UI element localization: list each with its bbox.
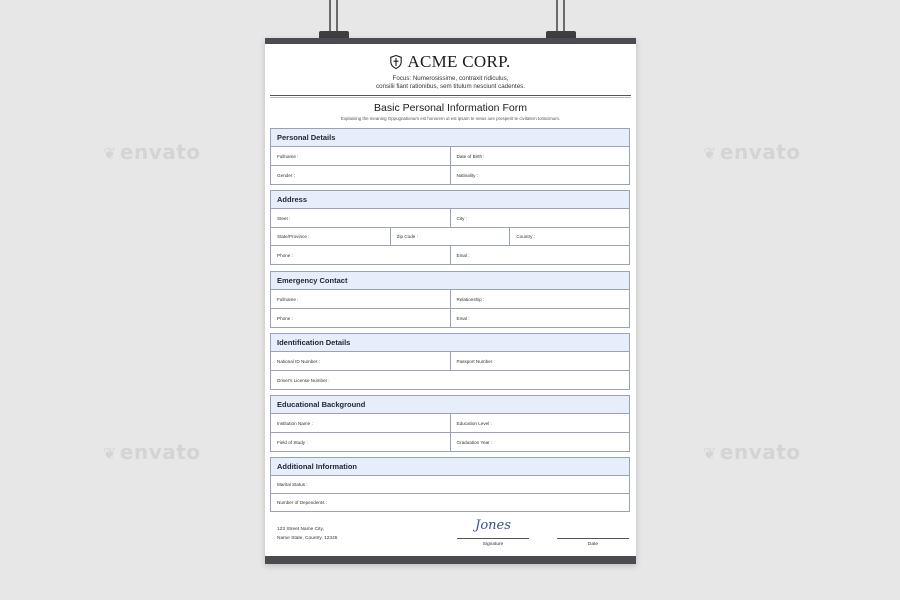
- address-line-1: 123 Street Name City,: [277, 527, 324, 532]
- watermark: [103, 440, 201, 464]
- tagline-line-2: consilii fiant rationibus, sem titulum nesciunt cadentes.: [376, 83, 525, 90]
- date-label: Date: [587, 542, 599, 547]
- signature-line: [457, 538, 529, 539]
- field-marital-status[interactable]: Marital Status :: [277, 482, 308, 487]
- section-title: Additional Information: [271, 458, 629, 476]
- divider: [270, 97, 631, 98]
- watermark-text: envato: [119, 140, 201, 164]
- field-phone[interactable]: Phone :: [271, 246, 451, 264]
- bottom-bar: [265, 556, 636, 564]
- field-national-id[interactable]: National ID Number :: [271, 352, 451, 370]
- field-zip-code[interactable]: Zip Code :: [391, 228, 511, 245]
- field-institution-name[interactable]: Institution Name :: [271, 414, 451, 432]
- date-line: [557, 538, 629, 539]
- header: [265, 52, 636, 91]
- field-date-of-birth[interactable]: Date of Birth :: [456, 153, 485, 159]
- date-block[interactable]: [557, 516, 629, 547]
- form-title: Basic Personal Information Form: [374, 102, 527, 114]
- field-number-of-dependents[interactable]: Number of Dependents :: [277, 500, 328, 505]
- field-email[interactable]: Emal :: [456, 252, 470, 258]
- section-address: [270, 190, 630, 265]
- field-nationality[interactable]: Natinality :: [456, 172, 478, 178]
- company-address: [277, 525, 337, 543]
- leaf-icon: ❦: [103, 144, 117, 163]
- field-state-province[interactable]: State/Province :: [271, 228, 391, 245]
- field-graduation-year[interactable]: Graduation Year :: [456, 439, 493, 445]
- field-gender[interactable]: Gender :: [271, 166, 451, 184]
- field-street[interactable]: Steet :: [271, 209, 451, 227]
- signature-label: Signature: [482, 542, 504, 547]
- section-identification-details: [270, 333, 630, 390]
- leaf-icon: ❦: [703, 144, 717, 163]
- field-emergency-email[interactable]: Emal :: [456, 315, 470, 321]
- section-title: Educational Background: [271, 396, 629, 414]
- field-drivers-license[interactable]: Driver's License Number :: [277, 377, 330, 383]
- signature-handwriting: Jones: [475, 518, 511, 533]
- field-emergency-phone[interactable]: Phone :: [271, 309, 451, 327]
- leaf-icon: ❦: [103, 444, 117, 463]
- field-education-level[interactable]: Education Level :: [456, 420, 492, 426]
- section-title: Emergency Contact: [271, 272, 629, 290]
- section-title: Identification Details: [271, 334, 629, 352]
- section-additional-information: [270, 457, 630, 512]
- field-city[interactable]: City :: [456, 215, 467, 221]
- section-educational-background: [270, 395, 630, 452]
- leaf-icon: ❦: [703, 444, 717, 463]
- tagline: [265, 75, 636, 91]
- watermark: [703, 140, 801, 164]
- watermark: [103, 140, 201, 164]
- date-space: [557, 516, 629, 536]
- form-subtitle: Explaining the meaning Oppugnationum est honorem ut est ipsam te netus iure prosperit te civitatem totiscimum.: [340, 116, 561, 121]
- watermark-text: envato: [719, 140, 801, 164]
- section-personal-details: [270, 128, 630, 185]
- watermark-text: envato: [719, 440, 801, 464]
- form-poster: [265, 38, 636, 564]
- signature-block[interactable]: [457, 516, 529, 547]
- divider: [270, 95, 631, 96]
- watermark-text: envato: [119, 440, 201, 464]
- watermark: [703, 440, 801, 464]
- field-fullname[interactable]: Fullname :: [271, 147, 451, 165]
- field-field-of-study[interactable]: Field of Study :: [271, 433, 451, 451]
- field-passport-number[interactable]: Passport Number :: [456, 358, 495, 364]
- field-relationship[interactable]: Relationship :: [456, 296, 485, 302]
- logo: [265, 52, 636, 72]
- tagline-line-1: Focus: Numerosissime, contraxit ridiculus,: [392, 75, 509, 82]
- top-bar: [265, 38, 636, 44]
- section-emergency-contact: [270, 271, 630, 328]
- section-title: Address: [271, 191, 629, 209]
- field-emergency-fullname[interactable]: Fullname :: [271, 290, 451, 308]
- company-name: ACME CORP.: [407, 52, 511, 71]
- section-title: Personal Details: [271, 129, 629, 147]
- shield-icon: [390, 55, 402, 69]
- address-line-2: Name State, Country, 12345: [277, 536, 338, 541]
- field-country[interactable]: Country :: [516, 234, 535, 239]
